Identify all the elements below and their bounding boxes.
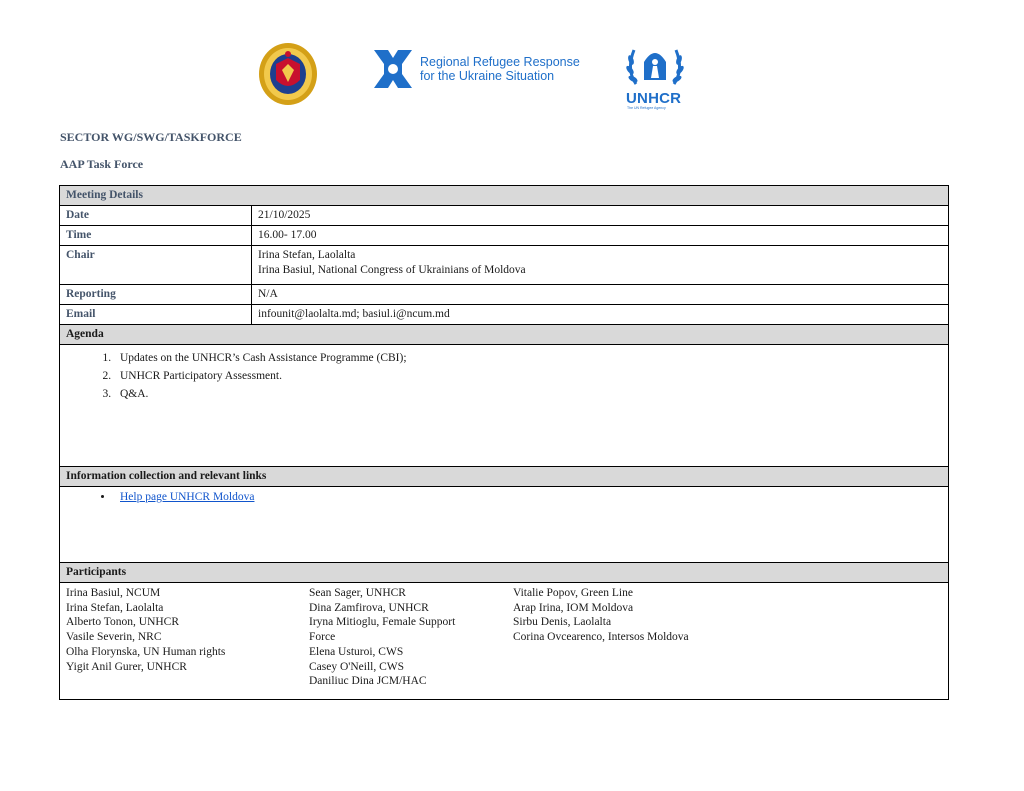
date-value: 21/10/2025 [252, 206, 949, 226]
participant-name: Vasile Severin, NRC [66, 631, 162, 644]
unhcr-logo [622, 40, 692, 112]
meeting-table [59, 185, 949, 700]
participants-body [60, 583, 949, 700]
email-label: Email [60, 305, 252, 325]
agenda-body-row [60, 345, 949, 467]
participant-name: Sean Sager, UNHCR [309, 587, 406, 599]
participant-name: Irina Basiul, NCUM [66, 587, 161, 599]
rrr-line1: Regional Refugee Response [420, 55, 580, 69]
agenda-list [114, 347, 942, 403]
date-label: Date [60, 206, 252, 226]
participant-name: Iryna Mitioglu, Female Support [309, 616, 456, 629]
info-header-row [60, 467, 949, 487]
meeting-details-title: Meeting Details [60, 186, 949, 206]
participant-name: Arap Irina, IOM Moldova [513, 601, 634, 614]
rrr-cross-icon [370, 46, 416, 92]
participant-name: Olha Florynska, UN Human rights [66, 645, 226, 658]
participant-name: Elena Usturoi, CWS [309, 645, 404, 658]
chair-line-2: Irina Basiul, National Congress of Ukrainians of Moldova [258, 264, 526, 276]
rrr-logo [370, 44, 580, 96]
participant-name: Alberto Tonon, UNHCR [66, 616, 180, 629]
date-row [60, 206, 949, 226]
agenda-item: 1. Updates on the UNHCR’s Cash Assistance Programme (CBI); [114, 349, 942, 367]
agenda-item: 3. Q&A. [114, 385, 942, 403]
links-list [114, 489, 942, 505]
time-value: 16.00- 17.00 [252, 226, 949, 246]
logo-bar [0, 38, 1024, 114]
agenda-body [60, 345, 949, 467]
info-body-row [60, 487, 949, 563]
moldova-emblem-icon [258, 42, 318, 106]
time-label: Time [60, 226, 252, 246]
help-page-link[interactable]: Help page UNHCR Moldova [120, 491, 255, 503]
participants-title: Participants [60, 563, 949, 583]
time-row [60, 226, 949, 246]
participant-name: Daniliuc Dina JCM/HAC [309, 675, 427, 688]
reporting-row [60, 285, 949, 305]
chair-row [60, 246, 949, 285]
participant-name: Sirbu Denis, Laolalta [513, 616, 612, 629]
chair-value [252, 246, 949, 285]
participant-name: Casey O'Neill, CWS [309, 660, 405, 673]
participant-name: Vitalie Popov, Green Line [513, 587, 633, 599]
participant-name: Corina Ovcearenco, Intersos Moldova [513, 631, 689, 644]
agenda-title: Agenda [60, 325, 949, 345]
participants-header-row [60, 563, 949, 583]
reporting-label: Reporting [60, 285, 252, 305]
info-body [60, 487, 949, 563]
participants-column-2 [309, 586, 509, 689]
agenda-item: 2. UNHCR Participatory Assessment. [114, 367, 942, 385]
participants-column-1 [66, 586, 306, 674]
unhcr-tagline: The UN Refugee Agency [627, 106, 666, 110]
participants-body-row [60, 583, 949, 700]
email-row [60, 305, 949, 325]
sector-heading: SECTOR WG/SWG/TASKFORCE [60, 130, 242, 144]
taskforce-heading: AAP Task Force [60, 157, 144, 171]
link-item [114, 490, 942, 505]
participants-column-3 [513, 586, 773, 645]
chair-line-1: Irina Stefan, Laolalta [258, 249, 356, 261]
participant-name: Yigit Anil Gurer, UNHCR [66, 660, 187, 673]
agenda-header-row [60, 325, 949, 345]
info-title: Information collection and relevant links [60, 467, 949, 487]
rrr-line2: for the Ukraine Situation [420, 69, 555, 83]
reporting-value: N/A [252, 285, 949, 305]
participant-name: Irina Stefan, Laolalta [66, 601, 164, 614]
meeting-details-header-row [60, 186, 949, 206]
participant-name: Dina Zamfirova, UNHCR [309, 601, 429, 614]
unhcr-laurel-icon [622, 40, 688, 90]
email-value: infounit@laolalta.md; basiul.i@ncum.md [252, 305, 949, 325]
participant-name: Force [309, 631, 336, 644]
chair-label: Chair [60, 246, 252, 285]
unhcr-wordmark: UNHCR [626, 90, 682, 107]
